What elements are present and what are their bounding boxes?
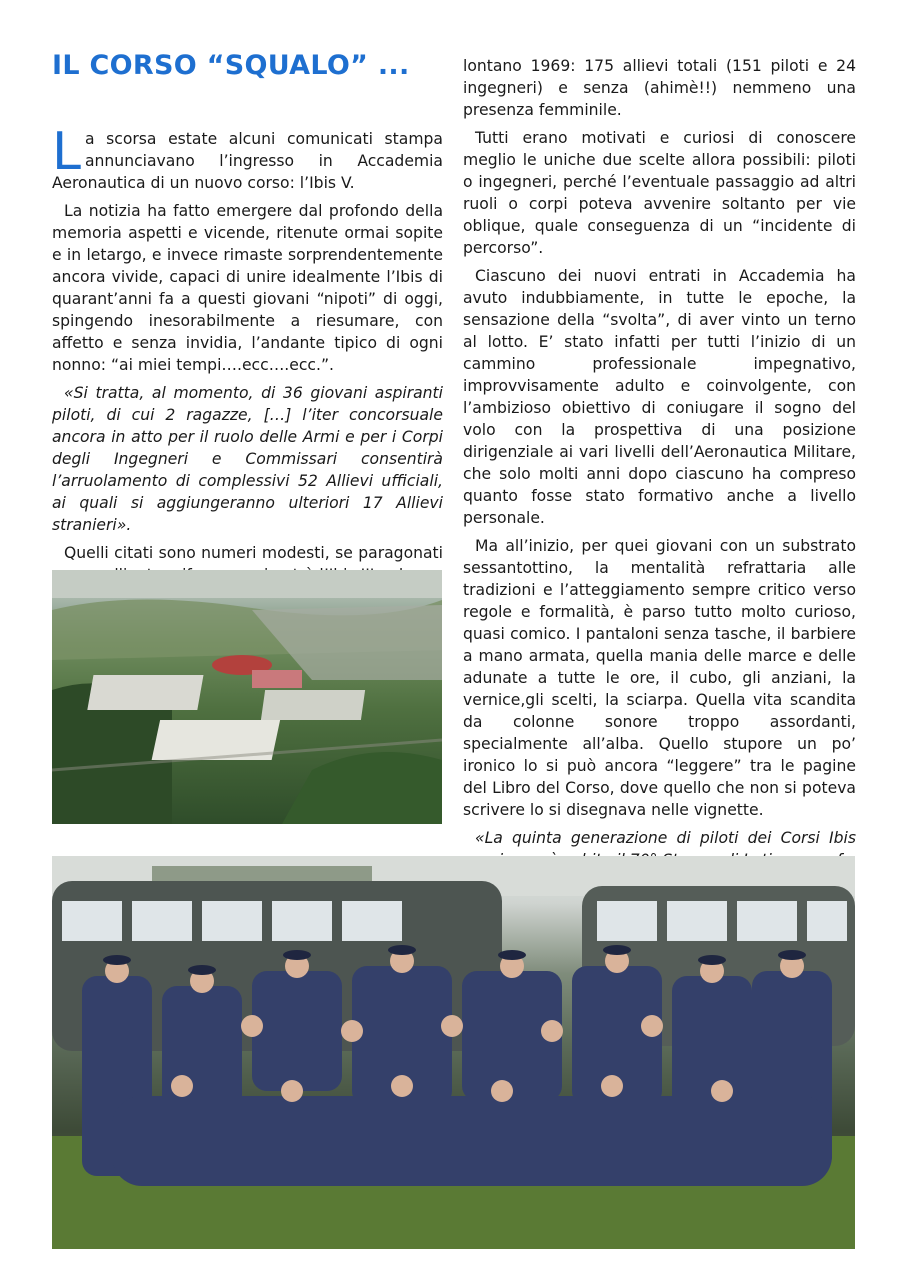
left-column [52,122,443,592]
quote-paragraph: «Si tratta, al momento, di 36 giovani aspiranti piloti, di cui 2 ragazze, […] l’iter concorsuale ancora in atto per il ruolo delle Armi e per i Corpi degli Ingegneri e Commissari consentirà l’arruolamento di complessivi 52 Allievi ufficiali, ai quali si aggiungeranno ulteriori 17 Allievi stranieri». [52,384,443,534]
course-group-photo [52,856,855,1249]
paragraph: Quelli citati sono numeri modesti, se paragonati [64,544,443,562]
academy-aerial-photo [52,570,442,824]
article-title: IL CORSO “SQUALO” ... [52,50,410,81]
paragraph: lontano 1969: 175 allievi totali (151 piloti e 24 ingegneri) e senza (ahimè!!) nemmeno una presenza femminile. [463,57,856,119]
lead-text: a scorsa estate alcuni comunicati stampa annunciavano l’ingresso in Accademia Aeronautica di un nuovo corso: l’Ibis V. [52,130,443,192]
paragraph: Ciascuno dei nuovi entrati in Accademia ha avuto indubbiamente, in tutte le epoche, la sensazione della “svolta”, di aver vinto un terno al lotto. E’ stato infatti per tutti l’inizio di un cammino professionale impegnativo, improvvisamente adulto e coinvolgente, con l’ambizioso obiettivo di coniugare il sogno del volo con la prospettiva di una posizione dirigenziale ai vari livelli dell’Aeronautica Militare, che solo molti anni dopo ciascuno ha compreso quanto fosse stato formativo anche a livello personale. [463,267,856,527]
paragraph: Tutti erano motivati e curiosi di conoscere meglio le uniche due scelte allora possibili: piloti o ingegneri, perché l’eventuale passaggio ad altri ruoli o corpi poteva avvenire soltanto per vie oblique, quale conseguenza di un “incidente di percorso”. [463,129,856,257]
quote-paragraph: «La quinta generazione di piloti dei Corsi Ibis [475,829,856,847]
paragraph: Ma all’inizio, per quei giovani con un substrato sessantottino, la mentalità refrattaria alle tradizioni e l’atteggiamento sempre critico verso regole e formalità, è parso tutto molto curioso, quasi comico. I pantaloni senza tasche, il barbiere a mano armata, quella mania delle marce e delle adunate a tutte le ore, il cubo, gli anziani, la vernice,gli scelti, la sciarpa. Quella vita scandita da colonne sonore troppo assordanti, specialmente all’alba. Quello stupore un po’ ironico lo si può ancora “leggere” tra le pagine del Libro del Corso, dove quello che non si poteva scrivere lo si disegnava nelle vignette. [463,537,856,819]
right-column [463,55,856,877]
paragraph: La notizia ha fatto emergere dal profondo della memoria aspetti e vicende, ritenute ormai sopite e in letargo, e invece rimaste sorprendentemente ancora vivide, capaci di unire idealmente l’Ibis di quarant’anni fa a questi giovani “nipoti” di oggi, spingendo inesorabilmente a riesumare, con affetto e senza invidia, l’andante tipico di ogni nonno: “ai miei tempi….ecc….ecc.”. [52,202,443,374]
lead-paragraph [52,122,443,194]
drop-cap: L [52,122,81,182]
